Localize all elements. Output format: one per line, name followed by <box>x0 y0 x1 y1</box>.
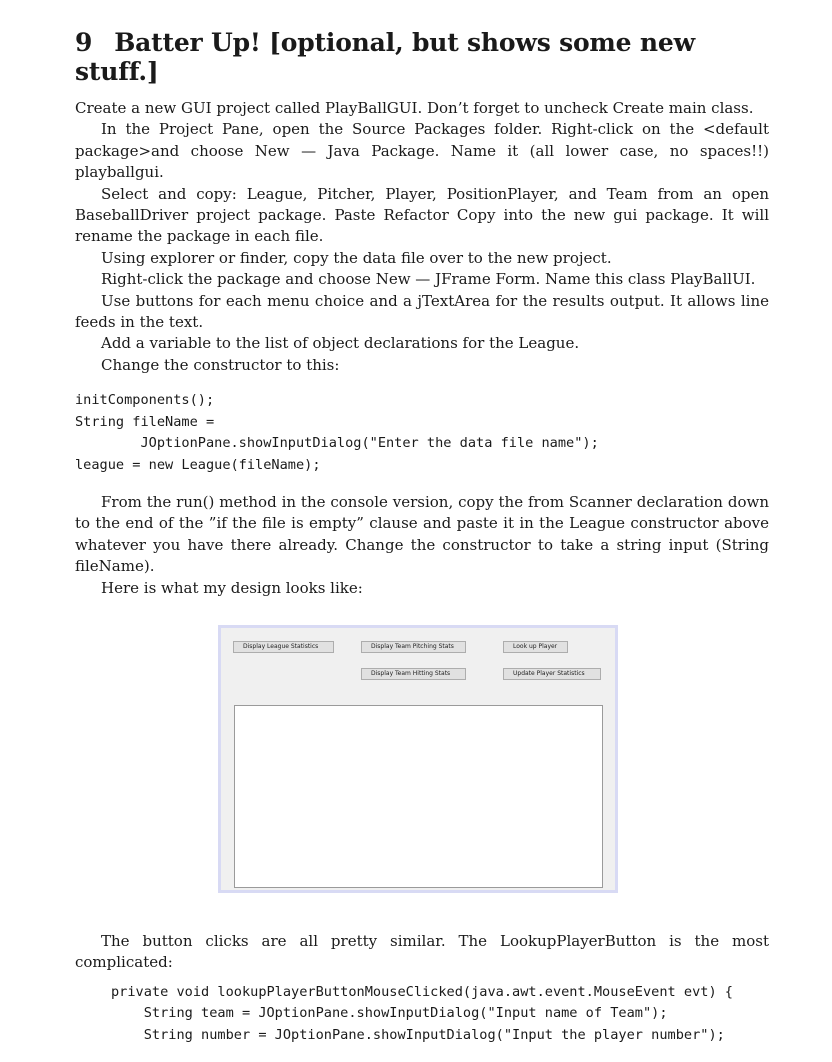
code-block-lookup-player: private void lookupPlayerButtonMouseClicked(java.awt.event.MouseEvent evt) { String team = JOptionPane.showInputDialog("Input name of Team"); String number = JOptionPane.showInputDialog("Input the player number"); <box>111 983 733 1043</box>
update-player-statistics-button: Update Player Statistics <box>503 668 601 680</box>
display-league-statistics-button: Display League Statistics <box>233 641 334 653</box>
paragraph: In the Project Pane, open the Source Packages folder. Right-click on the <default package>and choose New — Java Package. Name it (all lower case, no spaces!!) playballgui. <box>75 120 769 182</box>
results-text-area <box>234 705 603 888</box>
section-title: Batter Up! [optional, but shows some new stuff.] <box>75 28 695 86</box>
look-up-player-button: Look up Player <box>503 641 568 653</box>
page <box>75 28 769 1062</box>
paragraph: Create a new GUI project called PlayBallGUI. Don’t forget to uncheck Create main class. <box>75 99 754 117</box>
paragraph: From the run() method in the console version, copy the from Scanner declaration down to the end of the ”if the file is empty” clause and paste it in the League constructor above whatever you have there already. Change the constructor to take a string input (String fileName). <box>75 492 769 576</box>
paragraph: Use buttons for each menu choice and a jTextArea for the results output. It allows line feeds in the text. <box>75 291 769 332</box>
paragraph: Change the constructor to this: <box>101 355 340 374</box>
paragraph: Right-click the package and choose New — JFrame Form. Name this class PlayBallUI. <box>101 270 756 289</box>
code-block-constructor: initComponents(); String fileName = JOptionPane.showInputDialog("Enter the data file name"); league = new League(fileName); <box>75 392 599 473</box>
display-team-hitting-stats-button: Display Team Hitting Stats <box>361 668 466 680</box>
paragraph: Add a variable to the list of object declarations for the League. <box>101 334 580 353</box>
section-number: 9 <box>75 28 93 57</box>
paragraph: Using explorer or finder, copy the data file over to the new project. <box>101 248 612 267</box>
paragraph: Here is what my design looks like: <box>101 578 363 597</box>
section-heading <box>75 28 769 86</box>
display-team-pitching-stats-button: Display Team Pitching Stats <box>361 641 466 653</box>
paragraph: The button clicks are all pretty similar. The LookupPlayerButton is the most complicated: <box>75 931 769 972</box>
gui-design-figure <box>218 625 618 893</box>
paragraph: Select and copy: League, Pitcher, Player, PositionPlayer, and Team from an open BaseballDriver project package. Paste Refactor Copy into the new gui package. It will rename the package in each file. <box>75 184 769 246</box>
